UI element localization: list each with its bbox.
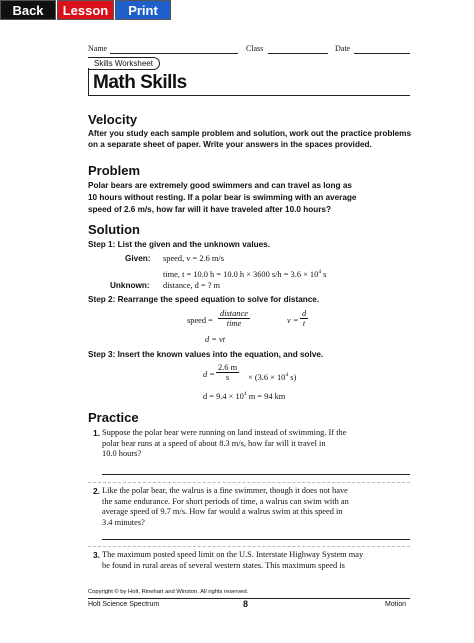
calc-right-tail: s) bbox=[288, 372, 297, 382]
calc-right-text: × (3.6 × 10 bbox=[248, 372, 286, 382]
speed-numerator: distance bbox=[220, 309, 248, 318]
chapter-name: Motion bbox=[385, 601, 407, 608]
solution-heading: Solution bbox=[88, 222, 140, 237]
result-text: d = 9.4 × 10 bbox=[203, 391, 244, 401]
question-separator bbox=[88, 482, 410, 483]
date-field[interactable] bbox=[354, 53, 410, 54]
step-2: Step 2: Rearrange the speed equation to solve for distance. bbox=[88, 295, 320, 304]
page-title: Math Skills bbox=[93, 72, 187, 93]
step-3: Step 3: Insert the known values into the equation, and solve. bbox=[88, 350, 324, 359]
speed-equation-left: speed = bbox=[187, 316, 213, 325]
problem-line: 10 hours without resting. If a polar bear is swimming with an average bbox=[88, 192, 357, 202]
question-number: 2. bbox=[93, 486, 100, 496]
problem-heading: Problem bbox=[88, 163, 141, 178]
given-time-exponent: 4 bbox=[318, 269, 322, 275]
calc-left: d = bbox=[203, 370, 215, 379]
name-field[interactable] bbox=[110, 53, 238, 54]
result-equation bbox=[203, 389, 285, 402]
calc-numerator: 2.6 m bbox=[218, 363, 238, 372]
practice-heading: Practice bbox=[88, 410, 139, 425]
date-label: Date bbox=[335, 44, 351, 53]
unknown-label: Unknown: bbox=[110, 281, 150, 290]
question-line: polar bear runs at a speed of about 8.3 m/s, how far will it travel in bbox=[102, 438, 326, 448]
student-info-row bbox=[88, 44, 410, 58]
unknown-value: distance, d = ? m bbox=[163, 281, 221, 290]
instruction-line: on a separate sheet of paper. Write your answers in the spaces provided. bbox=[88, 140, 372, 150]
instructions bbox=[88, 128, 418, 151]
name-label: Name bbox=[88, 44, 108, 53]
calc-denominator: s bbox=[225, 373, 230, 382]
problem-line: Polar bears are extremely good swimmers and can travel as long as bbox=[88, 181, 352, 190]
calc-fraction bbox=[216, 363, 239, 382]
problem-line: speed of 2.6 m/s, how far will it have traveled after 10.0 hours? bbox=[88, 204, 331, 214]
v-fraction bbox=[300, 309, 308, 328]
given-time-unit: s bbox=[321, 269, 327, 279]
footer-rule bbox=[88, 598, 410, 599]
question-3 bbox=[102, 550, 410, 571]
question-line: 3.4 minutes? bbox=[102, 517, 145, 527]
answer-line-1[interactable] bbox=[102, 474, 410, 475]
question-2 bbox=[102, 486, 410, 528]
question-line: be found in rural areas of several western states. This maximum speed is bbox=[102, 560, 345, 570]
print-button[interactable]: Print bbox=[115, 0, 171, 20]
speed-denominator: time bbox=[226, 319, 242, 328]
page-number: 8 bbox=[243, 599, 249, 609]
given-speed: speed, v = 2.6 m/s bbox=[163, 254, 225, 263]
question-line: Suppose the polar bear were running on land instead of swimming. If the bbox=[102, 428, 347, 437]
calc-right-exponent: 4 bbox=[285, 372, 289, 378]
book-title: Holt Science Spectrum bbox=[88, 601, 160, 608]
lesson-button[interactable]: Lesson bbox=[57, 0, 114, 20]
class-field[interactable] bbox=[268, 53, 328, 54]
copyright: Copyright © by Holt, Rinehart and Winston. All rights reserved. bbox=[88, 589, 249, 595]
result-tail: m = 94 km bbox=[246, 391, 286, 401]
navigation-bar bbox=[0, 0, 474, 22]
question-line: average speed of 9.7 m/s. How far would a walrus swim at this speed in bbox=[102, 507, 343, 517]
given-time bbox=[163, 267, 326, 280]
v-denominator: t bbox=[302, 319, 306, 328]
question-number: 1. bbox=[93, 428, 100, 438]
question-line: 10.0 hours? bbox=[102, 449, 142, 459]
given-time-text: time, t = 10.0 h = 10.0 h × 3600 s/h = 3.6 × 10 bbox=[163, 269, 319, 279]
calc-right bbox=[248, 370, 296, 383]
worksheet-type-badge: Skills Worksheet bbox=[88, 57, 160, 70]
answer-line-2[interactable] bbox=[102, 539, 410, 540]
question-number: 3. bbox=[93, 550, 100, 560]
result-exponent: 4 bbox=[243, 391, 247, 397]
question-separator bbox=[88, 546, 410, 547]
instruction-line: After you study each sample problem and solution, work out the practice problems bbox=[88, 129, 412, 138]
distance-equation: d = vt bbox=[205, 335, 226, 344]
question-line: the same endurance. For short periods of time, a walrus can swim with an bbox=[102, 496, 349, 506]
given-label: Given: bbox=[125, 254, 151, 263]
step-1: Step 1: List the given and the unknown values. bbox=[88, 240, 270, 249]
question-1 bbox=[102, 428, 410, 460]
class-label: Class bbox=[246, 44, 264, 53]
v-equation-left: v = bbox=[287, 316, 299, 325]
v-numerator: d bbox=[302, 309, 307, 318]
question-line: Like the polar bear, the walrus is a fine swimmer, though it does not have bbox=[102, 486, 348, 495]
problem-text bbox=[88, 180, 418, 215]
speed-fraction bbox=[218, 309, 250, 328]
question-line: The maximum posted speed limit on the U.S. Interstate Highway System may bbox=[102, 550, 364, 559]
velocity-heading: Velocity bbox=[88, 112, 138, 127]
back-button[interactable]: Back bbox=[0, 0, 56, 20]
